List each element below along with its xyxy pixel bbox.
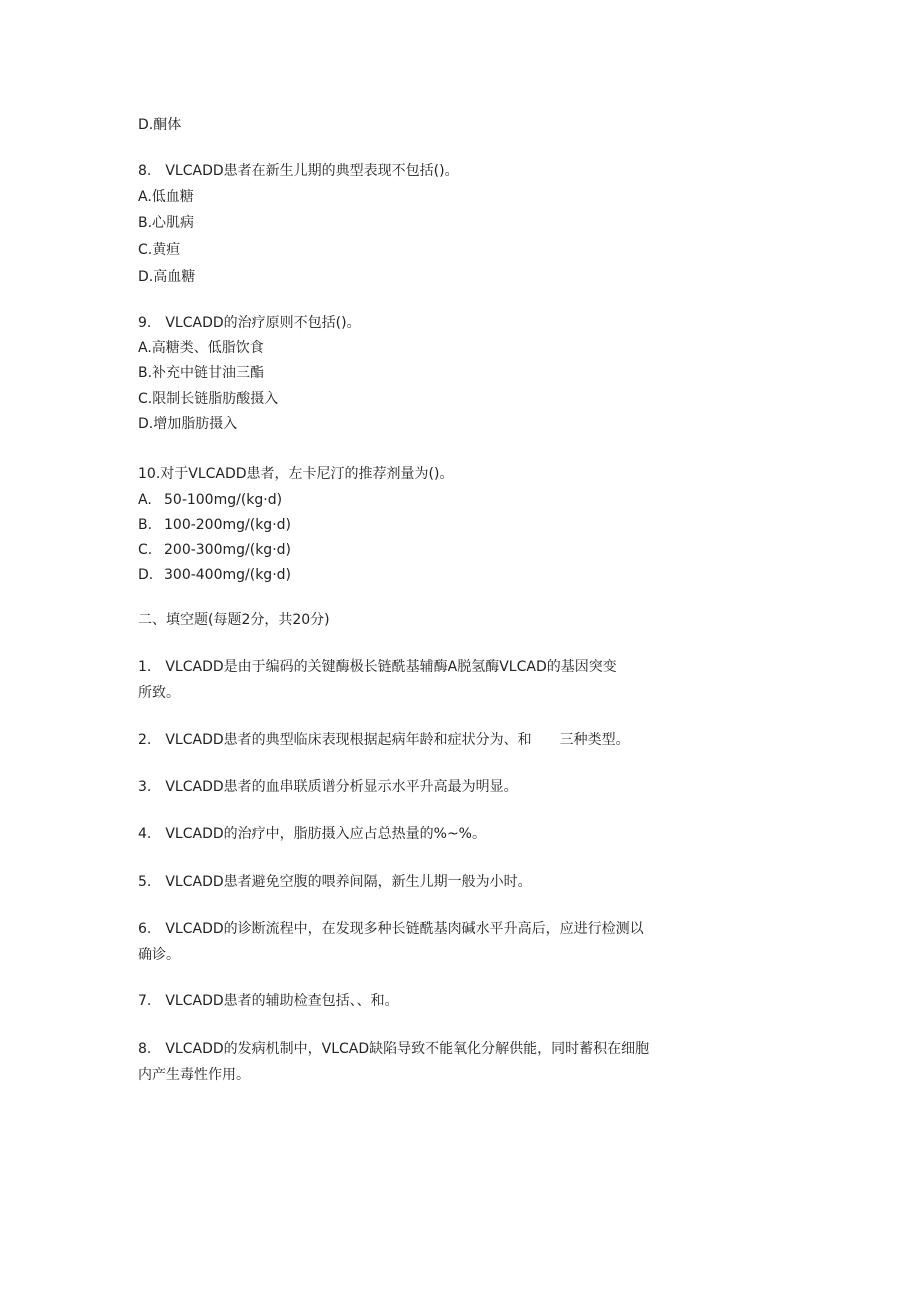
question-8-option-d: D.高血糖 (138, 269, 196, 285)
fill-question-5: 5. VLCADD患者避免空腹的喂养间隔，新生儿期一般为小时。 (138, 874, 532, 890)
question-9-option-b: B.补充中链甘油三酯 (138, 365, 265, 381)
option-text: 200-300mg/(kg·d) (164, 542, 291, 558)
question-9-option-c: C.限制长链脂肪酸摄入 (138, 391, 279, 407)
question-8-stem: 8. VLCADD患者在新生儿期的典型表现不包括()。 (138, 163, 459, 179)
section-2-heading: 二、填空题(每题2分，共20分) (138, 612, 330, 628)
question-10-option-c (138, 541, 291, 559)
question-9-option-a: A.高糖类、低脂饮食 (138, 340, 264, 356)
question-8-option-b: B.心肌病 (138, 215, 195, 231)
fill-question-8-cont: 内产生毒性作用。 (138, 1067, 250, 1083)
fill-question-8: 8. VLCADD的发病机制中，VLCAD缺陷导致不能氧化分解供能，同时蓄积在细胞 (138, 1041, 650, 1057)
fill-question-6: 6. VLCADD的诊断流程中，在发现多种长链酰基肉碱水平升高后，应进行检测以 (138, 921, 644, 937)
question-10-option-d (138, 566, 291, 584)
option-letter: A. (138, 492, 152, 508)
question-9-option-d: D.增加脂肪摄入 (138, 416, 238, 432)
option-letter: D. (138, 567, 154, 583)
fill-question-2: 2. VLCADD患者的典型临床表现根据起病年龄和症状分为、和 三种类型。 (138, 732, 630, 748)
fill-question-1-cont: 所致。 (138, 685, 180, 701)
option-text: 50-100mg/(kg·d) (164, 492, 283, 508)
fill-question-3: 3. VLCADD患者的血串联质谱分析显示水平升高最为明显。 (138, 779, 518, 795)
fill-question-7: 7. VLCADD患者的辅助检查包括、、和。 (138, 993, 399, 1009)
option-d-ketone: D.酮体 (138, 117, 182, 133)
question-9-stem: 9. VLCADD的治疗原则不包括()。 (138, 315, 361, 331)
option-letter: C. (138, 542, 153, 558)
question-10-option-a (138, 491, 282, 509)
option-text: 100-200mg/(kg·d) (164, 517, 291, 533)
question-10-option-b (138, 516, 291, 534)
option-letter: B. (138, 517, 153, 533)
question-8-option-a: A.低血糖 (138, 189, 194, 205)
question-8-option-c: C.黄疸 (138, 242, 181, 258)
fill-question-6-cont: 确诊。 (138, 947, 180, 963)
fill-question-4: 4. VLCADD的治疗中，脂肪摄入应占总热量的%~%。 (138, 826, 486, 842)
option-text: 300-400mg/(kg·d) (164, 567, 291, 583)
question-10-stem: 10.对于VLCADD患者，左卡尼汀的推荐剂量为()。 (138, 466, 454, 482)
fill-question-1: 1. VLCADD是由于编码的关键酶极长链酰基辅酶A脱氢酶VLCAD的基因突变 (138, 659, 617, 675)
